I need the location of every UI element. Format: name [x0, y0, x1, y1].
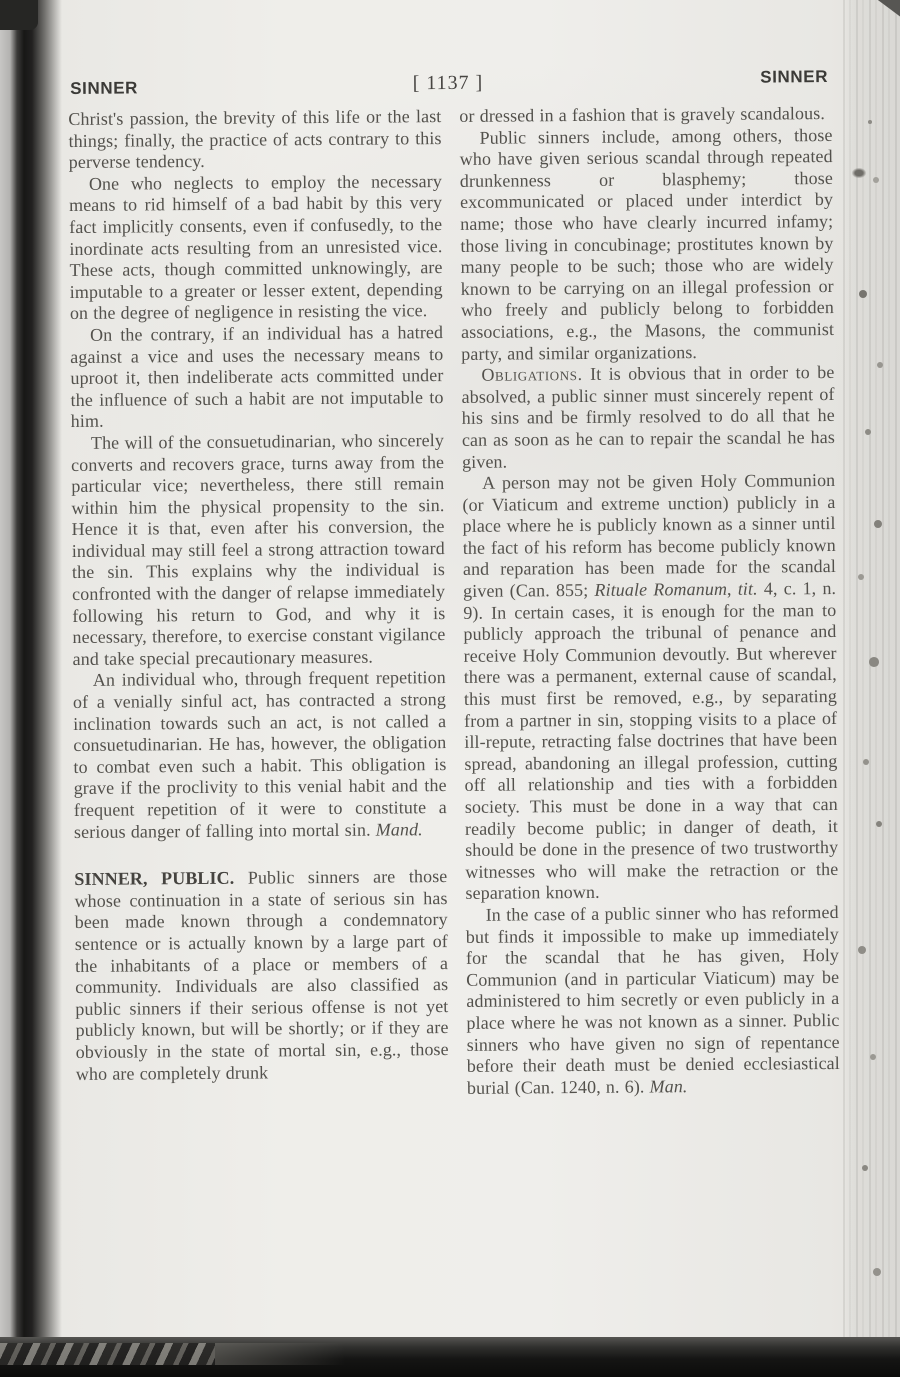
- page-content: [68, 65, 840, 1102]
- text-segment-normal: Public sinners include, among others, those who have given serious scandal through repeated drunkenness or blasphemy; those excommunicated or placed under interdict by name; those who have clearly incurred infamy; those living in concubinage; prostitutes known by many people to be such; those who are widely known to be carrying on an illegal profession or who freely and publicly belong to forbidden associations, e.g., the Masons, the communist party, and similar organizations.: [459, 124, 835, 364]
- paragraph: [68, 106, 441, 174]
- running-head-right: SINNER: [760, 67, 829, 87]
- text-columns: [68, 103, 840, 1102]
- text-segment-normal: A person may not be given Holy Communion (or Viaticum and extreme unction) publicly in a place where he is publicly known as a sinner until the fact of his reform has become publicly known and reparation has been made for the scandal given (Can. 855;: [462, 470, 837, 601]
- page-edge-hatch-pattern: [0, 1343, 215, 1365]
- paragraph: [466, 902, 841, 1099]
- text-segment-normal: The will of the consuetudinarian, who sincerely converts and recovers grace, turns away from the particular vice; nevertheless, there still remain within him the physical propensity to the sin. Hence it is that, even after his conversion, the individual may still feel a strong attraction toward the sin. This explains why the individual is confronted with the danger of relapse immediately following his return to God, and why it is necessary, therefore, to exercise constant vigilance and take special precautionary measures.: [71, 429, 446, 669]
- text-segment-normal: 4, c. 1, n. 9). In certain cases, it is enough for the man to publicly approach the tribunal of penance and receive Holy Communion devoutly. But wherever there was a permanent, external cause of scandal, this must first be removed, e.g., by separating from a partner in sin, stopping visits to a place of ill-repute, retracting false doctrines that have been spread, abandoning an illegal profession, cutting off all relationship and ties with a forbidden society. This must be done in a way that can readily become public; in danger of death, it should be done in the presence of two trustworthy witnesses who will make the retraction or the separation known.: [463, 578, 839, 904]
- page-header: [68, 65, 832, 101]
- corner-mark-top-left: [0, 0, 38, 30]
- scan-specks: [868, 120, 872, 124]
- paragraph: [461, 362, 835, 473]
- paragraph: [459, 125, 834, 365]
- text-segment-normal: ,: [726, 578, 738, 599]
- text-segment-normal: In the case of a public sinner who has reformed but finds it impossible to make up immediately for the scandal that he has given, Holy Communion (and in particular Viaticum) may be administered to him secretly or even publicly in a place where he was not known as a sinner. Public sinners who have given no sign of repentance before their death must be denied ecclesiastical burial (Can. 1240, n. 6).: [465, 901, 840, 1098]
- paragraph: [69, 171, 443, 325]
- paragraph: [462, 470, 838, 905]
- text-segment-italic: Rituale Romanum: [594, 578, 728, 600]
- text-segment-normal: Public sinners are those whose continuation in a state of serious sin has been made known through a condemnatory sentence or is actually known by a large part of the inhabitants of a place or members of a community. Individuals are also classified as public sinners if their serious offense is not yet publicly known, but will be shortly; or if they are obviously in the state of mortal sin, e.g., those who are completely drunk: [74, 866, 449, 1084]
- paragraph: [71, 430, 446, 670]
- text-segment-normal: One who neglects to employ the necessary means to rid himself of a bad habit by this very fact implicitly consents, even if confusedly, to the inordinate acts resulting from an unresisted vice. These acts, though committed unknowingly, are imputable to a greater or lesser extent, depending on the degree of negligence in resisting the vice.: [68, 170, 443, 324]
- text-segment-bold: SINNER, PUBLIC.: [74, 867, 235, 890]
- text-segment-normal: Christ's passion, the brevity of this life or the last things; finally, the practice of acts contrary to this perverse tendency.: [68, 106, 442, 173]
- text-segment-normal: On the contrary, if an individual has a hatred against a vice and uses the necessary means to uproot it, then indeliberate acts committed under the influence of such a habit are not imputable to him.: [70, 322, 444, 432]
- column-left: [68, 106, 449, 1102]
- paragraph: [70, 322, 444, 433]
- entry-paragraph: [74, 866, 449, 1085]
- text-segment-italic: tit.: [737, 578, 758, 599]
- text-segment-normal: or dressed in a fashion that is gravely scandalous.: [459, 103, 825, 126]
- text-segment-normal: An individual who, through frequent repetition of a venially sinful act, has contracted a strong inclination towards such an act, is not called a consuetudinarian. He has, however, the obligation to combat even such a habit. This obligation is grave if the proclivity to this venial habit and the frequent repetition of it were to constitute a serious danger of falling into mortal sin.: [72, 667, 447, 842]
- binding-shadow: [0, 0, 62, 1377]
- page-edge-hatch-fade: [215, 1343, 345, 1365]
- paragraph: [459, 103, 832, 128]
- text-segment-smallcaps: Obligations.: [481, 364, 583, 385]
- page-fore-edge: [843, 0, 900, 1377]
- text-segment-italic: Mand.: [375, 818, 423, 840]
- text-segment-normal: It is obvious that in order to be absolved, a public sinner must sincerely repent of his sins and be firmly resolved to do all that he can as soon as he can to repair the scandal he has given.: [461, 362, 835, 472]
- page-number: [ 1137 ]: [412, 71, 484, 95]
- column-right: [459, 103, 840, 1099]
- text-segment-italic: Man.: [649, 1075, 688, 1097]
- running-head-left: SINNER: [70, 78, 139, 98]
- scan-smudge: [852, 168, 866, 178]
- paragraph: [73, 667, 447, 843]
